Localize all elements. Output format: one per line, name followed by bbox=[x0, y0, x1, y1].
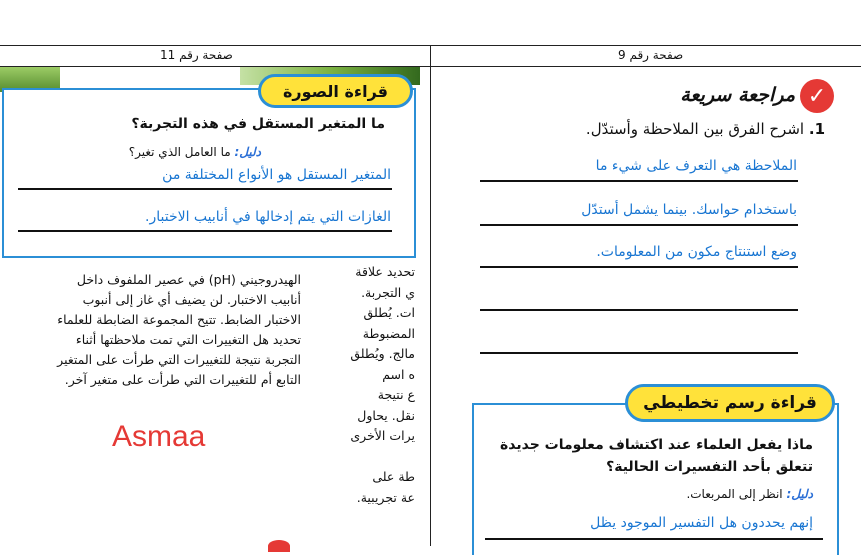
side-line: تحديد علاقة bbox=[355, 264, 415, 279]
diagram-answer: إنهم يحددون هل التفسير الموجود يظل bbox=[590, 515, 813, 531]
left-page-label: صفحة رقم 11 bbox=[160, 48, 233, 62]
check-icon: ✓ bbox=[800, 79, 834, 113]
hint-label: دليل: bbox=[234, 145, 261, 159]
question-text: اشرح الفرق بين الملاحظة وأستدّل. bbox=[585, 120, 805, 138]
review-answer-line-2: باستخدام حواسك. بينما يشمل أستدّل bbox=[581, 202, 797, 218]
diagram-question: ماذا يفعل العلماء عند اكتشاف معلومات جديدة تتعلق بأحد التفسيرات الحالية؟ bbox=[500, 437, 813, 475]
side-line: ه اسم bbox=[382, 366, 415, 382]
table-column-divider bbox=[430, 45, 431, 546]
answer-underline bbox=[480, 352, 798, 354]
diagram-hint bbox=[686, 487, 813, 501]
question-number: 1. bbox=[808, 120, 825, 138]
photo-reading-badge: قراءة الصورة bbox=[258, 74, 413, 108]
side-line: المضبوطة bbox=[362, 325, 415, 341]
body-paragraph bbox=[1, 270, 301, 390]
diagram-reading-box bbox=[472, 403, 839, 555]
hint-label: دليل: bbox=[786, 487, 813, 501]
diagram-reading-badge: قراءة رسم تخطيطي bbox=[625, 384, 835, 422]
photo-hint bbox=[129, 145, 261, 159]
side-line: ات. يُطلق bbox=[363, 305, 415, 320]
side-line bbox=[335, 447, 415, 468]
answer-underline bbox=[485, 538, 823, 540]
side-line: مالج. ويُطلق bbox=[350, 346, 415, 361]
photo-answer-line-2: الغازات التي يتم إدخالها في أنابيب الاختبار. bbox=[145, 209, 391, 225]
answer-underline bbox=[18, 188, 392, 190]
signature-text: Asmaa bbox=[112, 420, 206, 453]
photo-answer-line-1: المتغير المستقل هو الأنواع المختلفة من bbox=[162, 167, 391, 183]
answer-underline bbox=[480, 180, 798, 182]
side-line: نقل. يحاول bbox=[357, 407, 415, 423]
side-column-text bbox=[335, 262, 415, 508]
review-answer-line-1: الملاحظة هي التعرف على شيء ما bbox=[595, 158, 797, 174]
side-line: طة على bbox=[372, 469, 415, 484]
quick-review-title: مراجعة سريعة bbox=[680, 84, 795, 106]
side-line: يرات الأخرى bbox=[350, 428, 415, 443]
body-line: أنابيب الاختبار. لن يضيف أي غاز إلى أنبوب bbox=[82, 292, 301, 307]
body-line: الاختبار الضابط. تتيح المجموعة الضابطة للعلماء bbox=[57, 312, 301, 327]
hint-text: انظر إلى المربعات. bbox=[686, 487, 783, 501]
answer-underline bbox=[480, 266, 798, 268]
side-line: ي التجربة. bbox=[361, 284, 415, 300]
body-line: تحديد هل التغييرات التي تمت ملاحظتها أثناء bbox=[75, 332, 301, 347]
answer-underline bbox=[480, 224, 798, 226]
photo-question: ما المتغير المستقل في هذه التجربة؟ bbox=[131, 116, 385, 132]
review-answer-line-3: وضع استنتاج مكون من المعلومات. bbox=[596, 244, 797, 260]
body-line: التجربة نتيجة للتغييرات التي طرأت على المتغير bbox=[57, 352, 301, 367]
hint-text: ما العامل الذي تغير؟ bbox=[128, 145, 231, 159]
answer-underline bbox=[480, 309, 798, 311]
review-question-1 bbox=[586, 120, 825, 138]
answer-underline bbox=[18, 230, 392, 232]
right-page-label: صفحة رقم 9 bbox=[618, 48, 684, 62]
side-line: عة تجريبية. bbox=[356, 489, 415, 505]
side-line: ع نتيجة bbox=[377, 387, 415, 402]
body-line: الهيدروجيني (pH) في عصير الملفوف داخل bbox=[76, 272, 301, 287]
decorative-red-shape bbox=[268, 540, 290, 552]
body-line: التابع أم للتغييرات التي طرأت على متغير آخر. bbox=[64, 372, 301, 387]
